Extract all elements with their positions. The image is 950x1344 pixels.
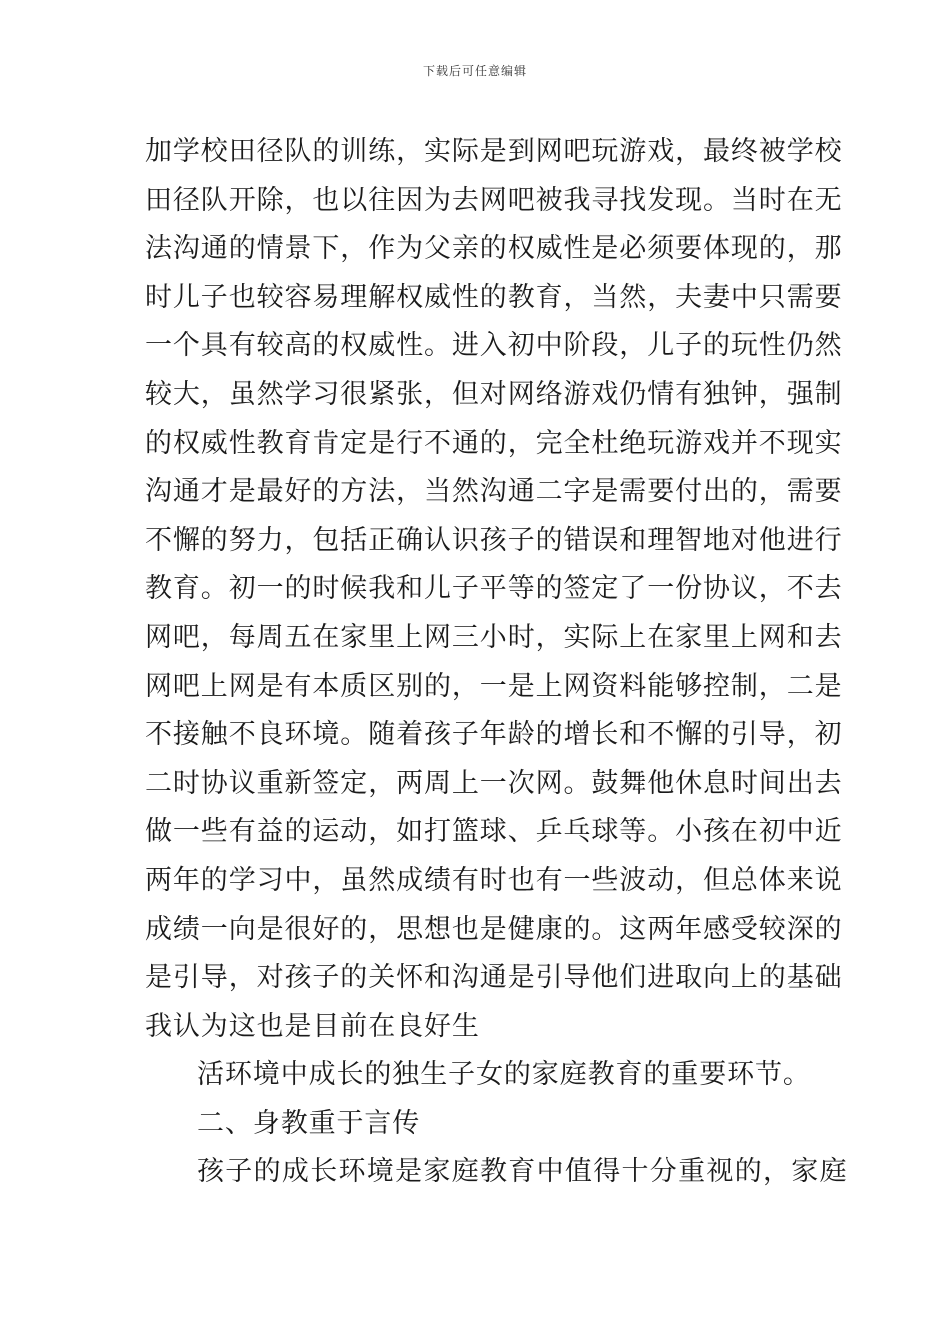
text-line: 一个具有较高的权威性。进入初中阶段，儿子的玩性仍然 bbox=[145, 330, 843, 362]
text-line: 教育。初一的时候我和儿子平等的签定了一份协议，不去 bbox=[145, 573, 843, 605]
text-line: 二时协议重新签定，两周上一次网。鼓舞他休息时间出去 bbox=[145, 767, 843, 799]
text-line: 网吧，每周五在家里上网三小时，实际上在家里上网和去 bbox=[145, 621, 843, 653]
text-line: 活环境中成长的独生子女的家庭教育的重要环节。 bbox=[197, 1059, 811, 1091]
text-line: 做一些有益的运动，如打篮球、乒乓球等。小孩在初中近 bbox=[145, 816, 843, 848]
text-line: 成绩一向是很好的，思想也是健康的。这两年感受较深的 bbox=[145, 913, 843, 945]
text-line: 不懈的努力，包括正确认识孩子的错误和理智地对他进行 bbox=[145, 524, 843, 556]
text-line: 孩子的成长环境是家庭教育中值得十分重视的，家庭 bbox=[197, 1156, 848, 1188]
text-line: 沟通才是最好的方法，当然沟通二字是需要付出的，需要 bbox=[145, 476, 843, 508]
text-line: 网吧上网是有本质区别的，一是上网资料能够控制，二是 bbox=[145, 670, 843, 702]
text-line: 加学校田径队的训练，实际是到网吧玩游戏，最终被学校 bbox=[145, 136, 843, 167]
text-line: 不接触不良环境。随着孩子年龄的增长和不懈的引导，初 bbox=[145, 719, 843, 751]
text-line: 法沟通的情景下，作为父亲的权威性是必须要体现的，那 bbox=[145, 233, 843, 265]
text-line: 的权威性教育肯定是行不通的，完全杜绝玩游戏并不现实 bbox=[145, 427, 843, 459]
text-line: 较大，虽然学习很紧张，但对网络游戏仍情有独钟，强制 bbox=[145, 378, 843, 410]
document-body bbox=[145, 128, 848, 1197]
text-line: 两年的学习中，虽然成绩有时也有一些波动，但总体来说 bbox=[145, 864, 843, 896]
text-line: 田径队开除，也以往因为去网吧被我寻找发现。当时在无 bbox=[145, 184, 843, 216]
section-heading: 二、身教重于言传 bbox=[197, 1107, 421, 1139]
text-line: 是引导，对孩子的关怀和沟通是引导他们进取向上的基础 bbox=[145, 962, 843, 994]
page-header: 下载后可任意编辑 bbox=[422, 64, 527, 78]
text-line: 我认为这也是目前在良好生 bbox=[145, 1010, 480, 1042]
text-line: 时儿子也较容易理解权威性的教育，当然，夫妻中只需要 bbox=[145, 281, 843, 313]
